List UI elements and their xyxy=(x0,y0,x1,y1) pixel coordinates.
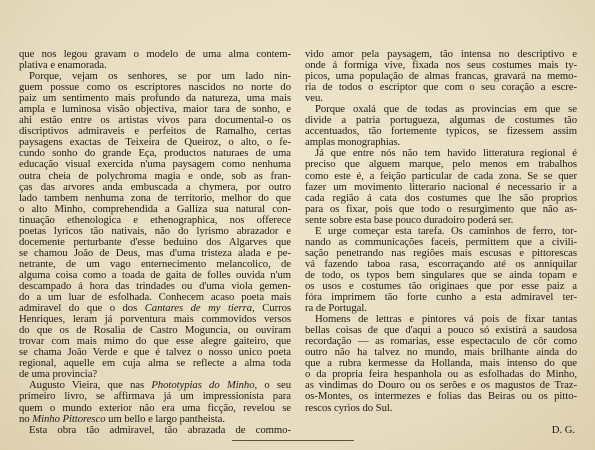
text-line xyxy=(305,82,577,93)
line-text: lado tambem nenhuma zona de territorio, melhor do que xyxy=(19,192,291,204)
text-line xyxy=(19,115,291,126)
line-text: docemente perturbante d'esse beduino dos Algarves que xyxy=(19,236,291,248)
line-text: Augusto Vieira, que nas xyxy=(29,380,152,392)
text-line xyxy=(305,336,577,347)
text-line xyxy=(19,126,291,137)
line-text: plativa e enamorada. xyxy=(19,60,107,72)
line-text: outra cheia de polychroma magia e onde, sob as fran- xyxy=(19,170,291,182)
text-line xyxy=(305,281,577,292)
line-text: que nos legou gravam o modelo de uma alma contem- xyxy=(19,49,291,60)
line-text: para os fixar, pois que todo o resurgimento que não as- xyxy=(305,203,577,215)
text-line xyxy=(19,259,291,270)
text-line xyxy=(19,215,291,226)
line-text: as vindimas do Douro ou os serões e os magustos de Traz- xyxy=(305,380,577,392)
line-text: fóra imprimem tão forte cunho a esta admiravel ter- xyxy=(305,292,577,304)
text-line xyxy=(305,60,577,71)
line-text: alguma coisa como a toada de gaita de folles ouvida n'um xyxy=(19,269,291,281)
line-text: E urge começar esta tarefa. Os caminhos de ferro, tor- xyxy=(315,225,577,237)
text-line xyxy=(305,182,577,193)
line-text: se chamou João de Deus, mas d'uma tristeza alada e pe- xyxy=(19,247,291,259)
text-line xyxy=(305,347,577,358)
text-line xyxy=(19,281,291,292)
line-text: rescos cyrios do Sul. xyxy=(305,402,393,414)
text-line xyxy=(305,380,577,391)
line-text: de uma provincia? xyxy=(19,369,98,381)
text-line xyxy=(305,403,577,414)
text-line xyxy=(19,425,291,436)
text-line xyxy=(305,259,577,270)
text-line xyxy=(19,93,291,104)
line-text: discriptivos admiraveis e perfeitos de Ramalho, certas xyxy=(19,126,291,138)
text-line xyxy=(19,226,291,237)
line-text: Já que entre nós não tem havido litteratura regional é xyxy=(315,148,577,160)
text-line xyxy=(19,336,291,347)
line-text-after: , Curros xyxy=(252,303,291,315)
text-line xyxy=(19,137,291,148)
text-line xyxy=(19,204,291,215)
text-line xyxy=(19,270,291,281)
text-line xyxy=(305,414,577,425)
line-text: como este é, a feição particular de cada zona. Se se quer xyxy=(305,170,577,182)
text-line xyxy=(305,215,577,226)
line-text: nando as communicações faceis, permittem que a civili- xyxy=(305,236,577,248)
text-line xyxy=(19,49,291,60)
line-text: se chama João Verde e que é talvez o nosso unico poeta xyxy=(19,347,291,359)
line-text: vido amor pela paysagem, tão intensa no descriptivo e xyxy=(305,49,577,60)
line-text: do a um luar de esfolhada. Conhecem acaso poeta mais xyxy=(19,292,291,304)
text-line xyxy=(305,137,577,148)
author-signature xyxy=(305,425,577,436)
text-line xyxy=(305,148,577,159)
line-text: educação visual exercida n'uma paysagem como nenhuma xyxy=(19,159,291,171)
line-text: veu. xyxy=(305,93,323,105)
text-line xyxy=(305,248,577,259)
line-text: admiravel do que o dos xyxy=(19,303,145,315)
line-text: quem o mundo exterior não era uma ficção, revelou se xyxy=(19,402,291,414)
right-text-column xyxy=(305,49,577,436)
line-text: cada região á cata dos costumes que lhe são proprios xyxy=(305,192,577,204)
line-text: descampado á hora das trindades ou d'uma viola gemen- xyxy=(19,280,291,292)
line-text: o alto Minho, comprehendida a Galliza sua natural con- xyxy=(19,203,291,215)
line-text-after: , o seu xyxy=(254,380,291,392)
line-text: sação penetrando nas regiões mais escusas e pittorescas xyxy=(305,247,577,259)
line-text: que a rubra kermesse da Hollanda, mais intenso do que xyxy=(305,358,577,370)
text-line xyxy=(305,193,577,204)
text-line xyxy=(305,292,577,303)
text-line xyxy=(19,237,291,248)
text-line xyxy=(19,182,291,193)
text-line xyxy=(19,71,291,82)
line-text: netrante, de um vago enternecimento melancolico, de xyxy=(19,258,291,270)
text-line xyxy=(305,159,577,170)
line-text: amplas monographias. xyxy=(305,137,401,149)
text-line xyxy=(19,314,291,325)
left-text-column xyxy=(19,49,291,436)
line-text: picos, uma população de almas francas, gravará na memo- xyxy=(305,71,577,83)
line-text-after: um bello e largo pantheista. xyxy=(105,413,225,425)
line-text: divide a patria portugueza, algumas de costumes tão xyxy=(305,115,577,127)
text-line xyxy=(19,148,291,159)
text-line xyxy=(305,303,577,314)
line-text: trovar com mais mimo do que esse alegre gaiteiro, que xyxy=(19,336,291,348)
text-line xyxy=(305,204,577,215)
line-text: primeiro livro, se affirmava já um impressionista para xyxy=(19,391,291,403)
line-text: do que os de Rosalia de Castro Moguncia, ou ouviram xyxy=(19,325,291,337)
text-line xyxy=(305,104,577,115)
line-text: tinuação ethenologica e ethenographica, nos offerece xyxy=(19,214,291,226)
line-text: accentuados, tão fortemente typicos, se fizessem assim xyxy=(305,126,577,138)
line-text: ra de Portugal. xyxy=(305,303,367,315)
line-text: preciso que alguem marque, pelo menos em trabalhos xyxy=(305,159,577,171)
italic-title: Cantares de my tierra xyxy=(144,303,253,315)
text-line xyxy=(305,171,577,182)
bottom-divider-rule xyxy=(232,440,354,441)
text-line xyxy=(305,93,577,104)
text-line xyxy=(19,391,291,402)
line-text: D. G. xyxy=(551,424,575,436)
line-text: de todo, os typos bem singulares que se ainda topam e xyxy=(305,269,577,281)
text-line xyxy=(305,270,577,281)
line-text: o da propria feira hespanhola ou as esfolhadas do Minho, xyxy=(305,369,577,381)
text-line xyxy=(305,49,577,60)
line-text: Homens de lettras e pintores vá pois de fixar tantas xyxy=(315,314,577,326)
text-line xyxy=(19,369,291,380)
line-text: poetas lyricos tão nativais, não do lyrismo abrazador e xyxy=(19,225,291,237)
text-line xyxy=(19,60,291,71)
line-text: ria de todos o escriptor que com o seu coração a escre- xyxy=(305,82,577,94)
line-text: fazer um movimento litterario nacional é necessario ir a xyxy=(305,181,577,193)
text-line xyxy=(305,314,577,325)
line-text: regional, aquelle em cuja alma se reflecte a alma toda xyxy=(19,358,291,370)
line-text: outro não ha talvez no mundo, mais brilhante ainda do xyxy=(305,347,577,359)
italic-title: Minho Pittoresco xyxy=(32,413,106,425)
text-line xyxy=(19,104,291,115)
text-line xyxy=(19,347,291,358)
line-text: onde á formiga vive, fixada nos seus costumes mais ty- xyxy=(305,60,577,72)
text-line xyxy=(305,325,577,336)
text-line xyxy=(305,126,577,137)
text-line xyxy=(305,226,577,237)
line-text: sente sobre esta base pouco duradoiro poderá ser. xyxy=(305,214,514,226)
text-line xyxy=(19,292,291,303)
line-text: ças das arvores anda embuscada a chymera, por outro xyxy=(19,181,291,193)
line-text: ahi estão entre os artistas vivos para documental-o os xyxy=(19,115,291,127)
text-line xyxy=(19,325,291,336)
text-line xyxy=(305,369,577,380)
text-line xyxy=(305,358,577,369)
line-text: no xyxy=(19,413,33,425)
line-text: Henriques, leram já porventura mais commovidos versos xyxy=(19,314,291,326)
line-text: cundo sonho do grande Eça, productos naturaes de uma xyxy=(19,148,291,160)
line-text: os-Montes, os intermezes e folias das Beiras ou os pitto- xyxy=(305,391,577,403)
text-line xyxy=(305,237,577,248)
text-line xyxy=(19,380,291,391)
line-text: paysagens exactas de Teixeira de Queiroz, o alto, o fe- xyxy=(19,137,291,149)
line-text: recordação — as romarias, esse espectaculo de côr como xyxy=(305,336,577,348)
text-line xyxy=(19,414,291,425)
text-line xyxy=(19,171,291,182)
line-text: bellas coisas de que d'aqui a pouco só existirá a saudosa xyxy=(305,325,577,337)
text-line xyxy=(305,115,577,126)
line-text: Esta obra tão admiravel, tão abrazada de commo- xyxy=(29,424,291,436)
text-line xyxy=(19,403,291,414)
text-line xyxy=(19,303,291,314)
text-line xyxy=(305,71,577,82)
text-line xyxy=(19,248,291,259)
italic-title: Phototypias do Minho xyxy=(151,380,255,392)
line-text: paiz um sentimento mais profundo da natureza, uma mais xyxy=(19,93,291,105)
line-text: os usos e costumes tão originaes que por esse paiz a xyxy=(305,280,577,292)
line-text: vá fazendo taboa rasa, escorraçando até os anniquilar xyxy=(305,258,577,270)
text-line xyxy=(19,358,291,369)
line-text: guem possue como os escriptores nascidos no norte do xyxy=(19,82,291,94)
line-text: Porque oxalá que de todas as provincias em que se xyxy=(315,104,577,116)
text-line xyxy=(305,391,577,402)
text-line xyxy=(19,159,291,170)
line-text: ampla e luminosa visão objectiva, maior tara de sonho, e xyxy=(19,104,291,116)
text-line xyxy=(19,193,291,204)
line-text: Porque, vejam os senhores, se por um lado nin- xyxy=(29,71,291,83)
text-line xyxy=(19,82,291,93)
